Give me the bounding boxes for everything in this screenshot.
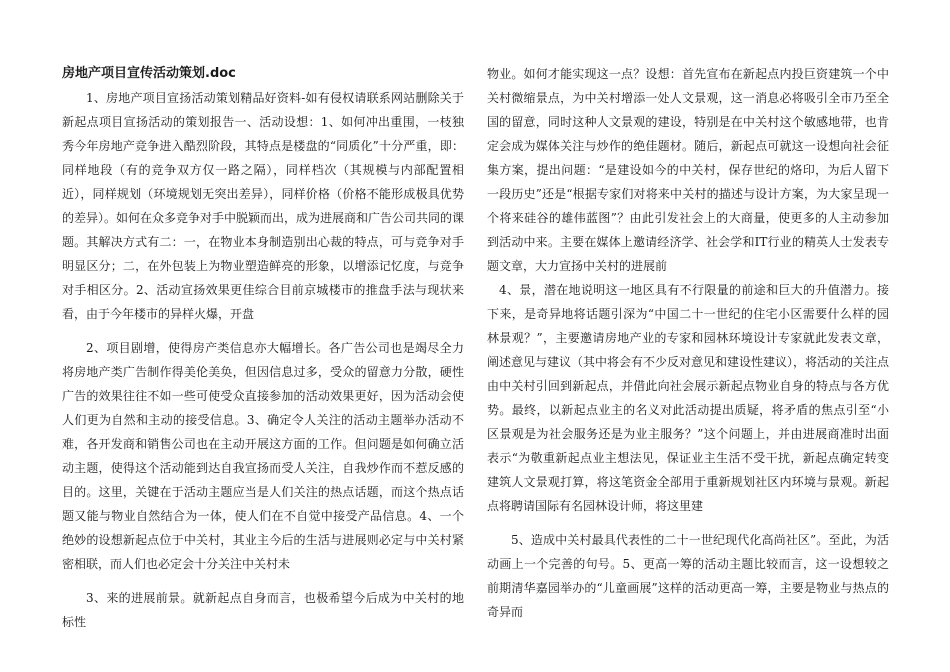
right-column: [487, 62, 889, 624]
document-title: 房地产项目宣传活动策划.doc: [62, 66, 236, 81]
paragraph: 5、造成中关村最具代表性的二十一世纪现代化高尚社区”。至此，为活动画上一个完善的句号。5、更高一筹的活动主题比较而言，这一设想较之前期清华嘉园举办的“儿童画展”这样的活动更高一筹，主要是物业与热点的奇异而: [487, 533, 889, 619]
left-column: [62, 62, 464, 634]
paragraph: 4、景，潜在地说明这一地区具有不行限量的前途和巨大的升值潜力。接下来，是奇异地将话题引深为“中国二十一世纪的住宅小区需要什么样的园林景观？”，主要邀请房地产业的专家和园林环境设计专家就此发表文章，阐述意见与建议（其中将会有不少反对意见和建设性建议），将活动的关注点由中关村引回到新起点，并借此向社会展示新起点物业自身的特点与各方优势。最终，以新起点业主的名义对此活动提出质疑，将矛盾的焦点引至“小区景观是为社会服务还是为业主服务？”这个问题上，并由进展商准时出面表示“为敬重新起点业主想法见，保证业主生活不受干扰，新起点确定转变建筑人文景观打算，将这笔资金全部用于重新规划社区内环境与景观。新起点将聘请国际有名园林设计师，将这里建: [487, 283, 890, 513]
paragraph: 2、项目剧增，使得房产类信息亦大幅增长。各广告公司也是竭尽全力将房地产类广告制作得美伦美奂，但因信息过多，受众的留意力分散，硬性广告的效果往往不如一些可使受众直接参加的活动效果更好，因为活动会使人们更为自然和主动的接受信息。3、确定令人关注的活动主题举办活动不难，各开发商和销售公司也在主动开展这方面的工作。但问题是如何确立活动主题，使得这个活动能到达自我宣扬而受人关注，自我炒作而不惹反感的目的。这里，关键在于活动主题应当是人们关注的热点话题，而这个热点话题又能与物业自然结合为一体，使人们在不自觉中接受产品信息。4、一个绝妙的设想新起点位于中关村，其业主今后的生活与进展则必定与中关村紧密相联，而人们也必定会十分关注中关村未: [62, 341, 464, 571]
paragraph: 物业。如何才能实现这一点？设想：首先宣布在新起点内投巨资建筑一个中关村微缩景点，为中关村增添一处人文景观，这一消息必将吸引全市乃至全国的留意，同时这种人文景观的建设，特别是在中关村这个敏感地带，也肯定会成为媒体关注与炒作的绝佳题材。随后，新起点可就这一设想向社会征集方案，提出问题：“是建设如今的中关村，保存世纪的烙印，为后人留下一段历史”还是“根据专家们对将来中关村的描述与设计方案，为大家呈现一个将来硅谷的雄伟蓝图”？由此引发社会上的大商量，使更多的人主动参加到活动中来。主要在媒体上邀请经济学、社会学和IT行业的精英人士发表专题文章，大力宣扬中关村的进展前: [487, 67, 889, 273]
paragraph: 1、房地产项目宣扬活动策划精品好资料-如有侵权请联系网站删除关于新起点项目宣扬活动的策划报告一、活动设想：1、如何冲出重围，一枝独秀今年房地产竞争进入酷烈阶段，其特点是楼盘的“同质化”十分严重，即：同样地段（有的竞争双方仅一路之隔），同样档次（其规模与内部配置相近），同样规划（环境规划无突出差异），同样价格（价格不能形成极具优势的差异）。如何在众多竞争对手中脱颖而出，成为进展商和广告公司共同的课题。其解决方式有二：一，在物业本身制造别出心裁的特点，可与竞争对手明显区分；二，在外包装上为物业塑造鲜亮的形象，以增添记忆度，与竞争对手相区分。2、活动宣扬效果更佳综合目前京城楼市的推盘手法与现状来看，由于今年楼市的异样火爆，开盘: [62, 91, 465, 321]
paragraph: 3、来的进展前景。就新起点自身而言，也极希望今后成为中关村的地标性: [62, 591, 464, 629]
